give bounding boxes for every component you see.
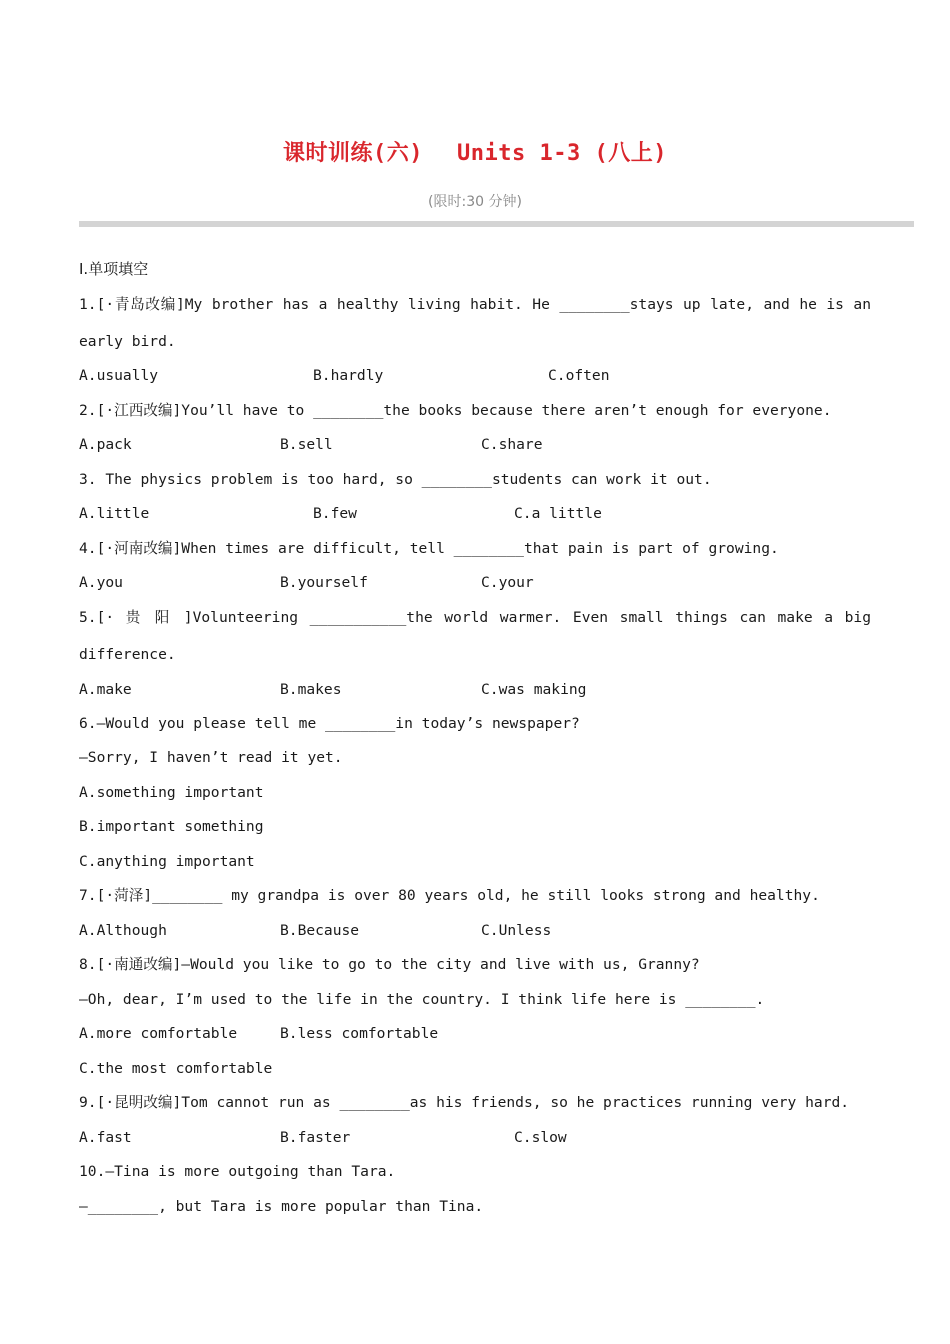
question-3: 3. The physics problem is too hard, so ________students can work it out. [79, 471, 712, 488]
option-a: A.something important [79, 784, 264, 801]
question-7: 7.[·菏泽]________ my grandpa is over 80 years old, he still looks strong and healthy. [79, 887, 820, 904]
question-10: 10.—Tina is more outgoing than Tara. [79, 1163, 396, 1180]
option-c: C.was making [481, 681, 587, 698]
option-b: B.Because [280, 922, 360, 939]
option-a: A.pack [79, 436, 132, 453]
header-divider [79, 221, 914, 227]
option-a: A.more comfortable [79, 1025, 238, 1042]
question-1: 1.[·青岛改编]My brother has a healthy living habit. He ________stays up late, and he is an [79, 296, 871, 313]
question-8-reply: —Oh, dear, I’m used to the life in the country. I think life here is ________. [79, 991, 765, 1008]
option-a: A.make [79, 681, 132, 698]
question-8: 8.[·南通改编]—Would you like to go to the city and live with us, Granny? [79, 956, 700, 973]
option-b: B.faster [280, 1129, 351, 1146]
option-b: B.less comfortable [280, 1025, 439, 1042]
option-b: B.important something [79, 818, 264, 835]
question-6: 6.—Would you please tell me ________in today’s newspaper? [79, 715, 580, 732]
page-title [0, 136, 950, 167]
option-a: A.little [79, 505, 150, 522]
option-a: A.usually [79, 367, 159, 384]
title-units: Units 1-3 (八上) [457, 141, 667, 166]
question-5: 5.[· 贵 阳 ]Volunteering ___________the world warmer. Even small things can make a big [79, 609, 871, 626]
option-a: A.fast [79, 1129, 132, 1146]
option-b: B.hardly [313, 367, 384, 384]
question-4: 4.[·河南改编]When times are difficult, tell ________that pain is part of growing. [79, 540, 779, 557]
option-b: B.makes [280, 681, 342, 698]
option-c: C.Unless [481, 922, 552, 939]
question-10-reply: —________, but Tara is more popular than Tina. [79, 1198, 484, 1215]
option-c: C.often [548, 367, 610, 384]
option-a: A.Although [79, 922, 167, 939]
option-c: C.the most comfortable [79, 1060, 273, 1077]
question-9: 9.[·昆明改编]Tom cannot run as ________as his friends, so he practices running very hard. [79, 1094, 850, 1111]
option-a: A.you [79, 574, 123, 591]
option-b: B.yourself [280, 574, 368, 591]
question-2: 2.[·江西改编]You’ll have to ________the books because there aren’t enough for everyone. [79, 402, 832, 419]
question-1-continued: early bird. [79, 333, 176, 350]
option-b: B.few [313, 505, 357, 522]
title-chinese: 课时训练(六) [283, 141, 424, 166]
time-limit: (限时:30 分钟) [428, 194, 522, 210]
option-c: C.a little [514, 505, 602, 522]
option-c: C.your [481, 574, 534, 591]
option-b: B.sell [280, 436, 333, 453]
question-5-continued: difference. [79, 646, 176, 663]
option-c: C.share [481, 436, 543, 453]
option-c: C.slow [514, 1129, 567, 1146]
option-c: C.anything important [79, 853, 255, 870]
section-heading: Ⅰ.单项填空 [79, 260, 149, 278]
question-6-reply: —Sorry, I haven’t read it yet. [79, 749, 343, 766]
